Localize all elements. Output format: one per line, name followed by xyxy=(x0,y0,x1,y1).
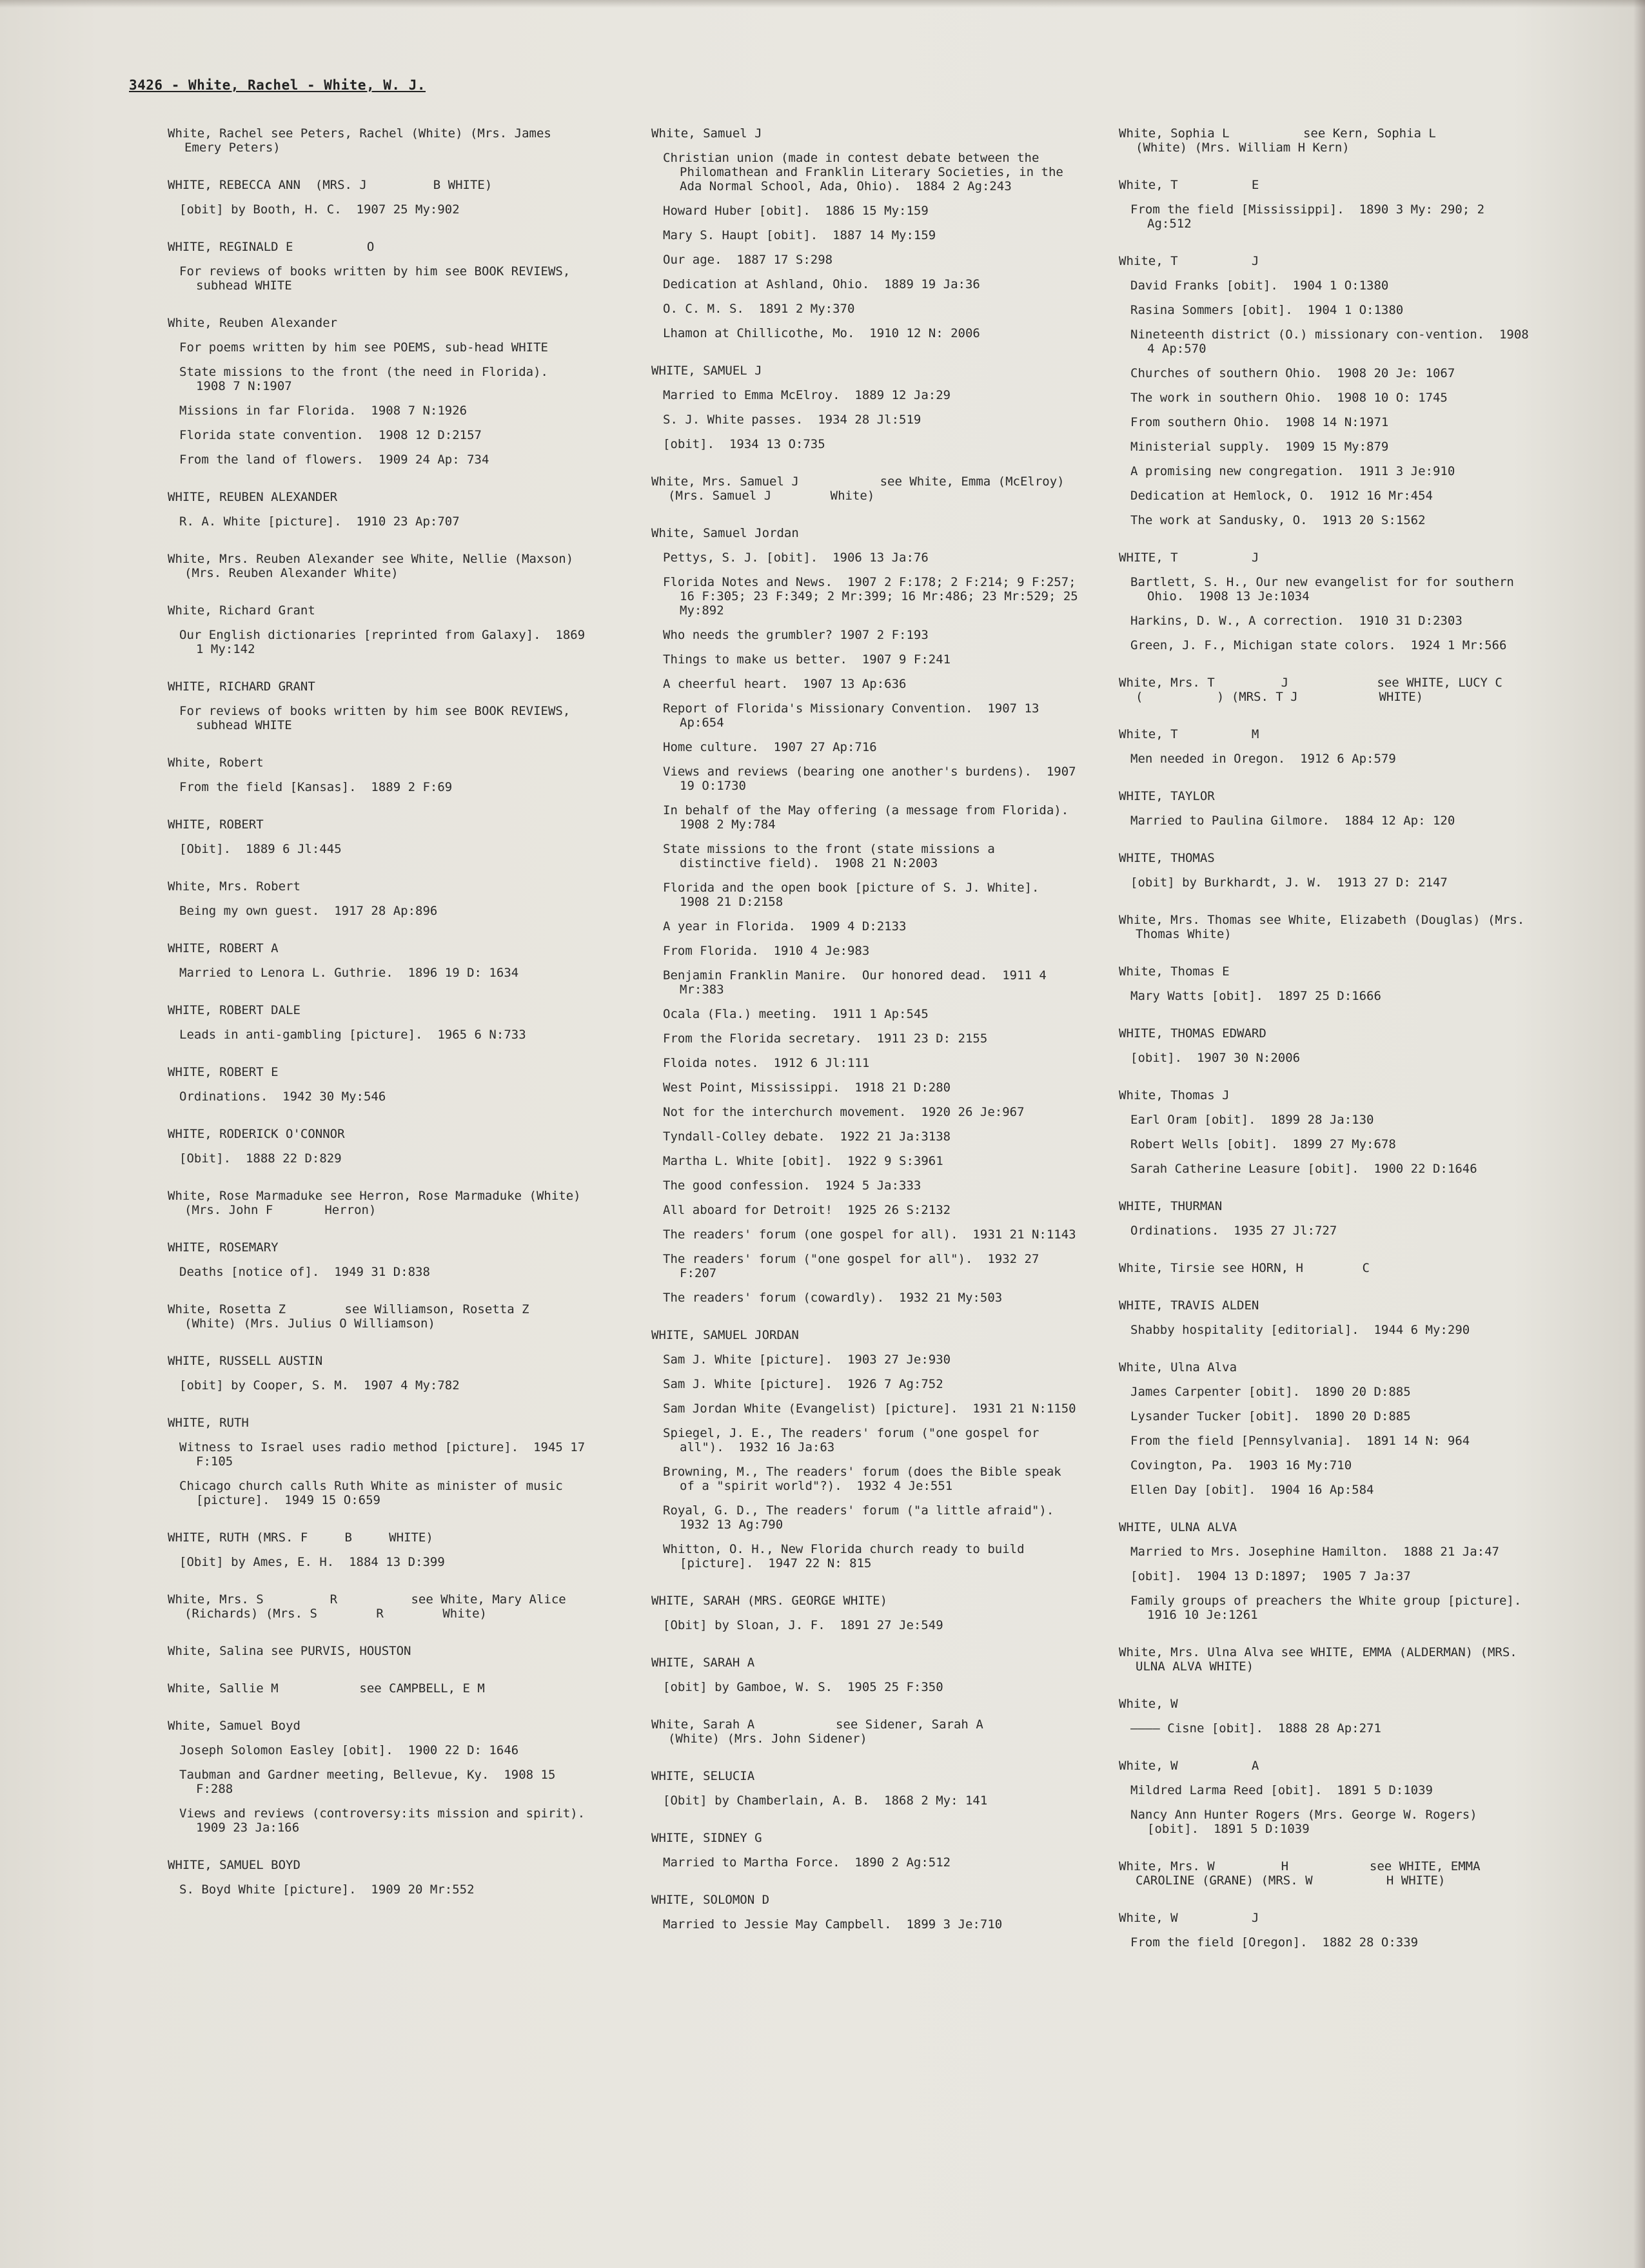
index-entry xyxy=(168,1065,590,1104)
entry-heading: White, Reuben Alexander xyxy=(168,316,338,330)
entry-citation: Report of Florida's Missionary Convention. 1907 13 Ap:654 xyxy=(663,701,1047,730)
index-entry xyxy=(168,1719,600,1835)
entry-citation: Benjamin Franklin Manire. Our honored dead. 1911 4 Mr:383 xyxy=(663,968,1054,997)
entry-citation: Deaths [notice of]. 1949 31 D:838 xyxy=(179,1265,430,1279)
entry-citation: Bartlett, S. H., Our new evangelist for for southern Ohio. 1908 13 Je:1034 xyxy=(1130,575,1522,603)
entry-citation: West Point, Mississippi. 1918 21 D:280 xyxy=(663,1080,951,1095)
entry-citation: Family groups of preachers the White group [picture]. 1916 10 Je:1261 xyxy=(1130,1594,1537,1622)
entry-citation: Royal, G. D., The readers' forum ("a little afraid"). 1932 13 Ag:790 xyxy=(663,1503,1069,1532)
index-entry xyxy=(1119,1026,1535,1065)
entry-citation: Dedication at Hemlock, O. 1912 16 Mr:454 xyxy=(1130,489,1433,503)
entry-citation: Browning, M., The readers' forum (does the Bible speak of a "spirit world"?). 1932 4 Je:551 xyxy=(663,1465,1069,1493)
entry-heading: White, Mrs. Samuel J see White, Emma (McElroy) (Mrs. Samuel J White) xyxy=(651,474,1072,503)
index-entry xyxy=(651,1594,1080,1632)
index-entry xyxy=(1119,1911,1535,1950)
entry-citation: [Obit]. 1889 6 Jl:445 xyxy=(179,842,342,856)
entry-citation: Churches of southern Ohio. 1908 20 Je: 1067 xyxy=(1130,366,1455,380)
entry-citation: [obit] by Gamboe, W. S. 1905 25 F:350 xyxy=(663,1680,943,1694)
entry-heading: White, Thomas E xyxy=(1119,964,1230,979)
entry-citation: Views and reviews (bearing one another's burdens). 1907 19 O:1730 xyxy=(663,765,1084,793)
index-entry xyxy=(168,817,590,856)
entry-citation: Things to make us better. 1907 9 F:241 xyxy=(663,652,951,667)
entry-heading: WHITE, THOMAS EDWARD xyxy=(1119,1026,1266,1041)
index-entry xyxy=(1119,1261,1535,1275)
entry-citation: Dedication at Ashland, Ohio. 1889 19 Ja:36 xyxy=(663,277,980,291)
entry-citation: [obit] by Burkhardt, J. W. 1913 27 D: 2147 xyxy=(1130,875,1448,890)
index-entry xyxy=(168,1189,590,1217)
entry-citation: Ministerial supply. 1909 15 My:879 xyxy=(1130,440,1389,454)
entry-citation: [obit]. 1904 13 D:1897; 1905 7 Ja:37 xyxy=(1130,1569,1411,1583)
entry-citation: The good confession. 1924 5 Ja:333 xyxy=(663,1178,921,1193)
entry-heading: White, W J xyxy=(1119,1911,1259,1925)
entry-heading: WHITE, THURMAN xyxy=(1119,1199,1223,1213)
entry-citation: Mary S. Haupt [obit]. 1887 14 My:159 xyxy=(663,228,936,242)
entry-heading: WHITE, T J xyxy=(1119,551,1259,565)
index-entry xyxy=(168,941,590,980)
entry-heading: WHITE, ROSEMARY xyxy=(168,1240,279,1255)
entry-citation: Nineteenth district (O.) missionary con-vention. 1908 4 Ap:570 xyxy=(1130,327,1537,356)
entry-heading: WHITE, SAMUEL JORDAN xyxy=(651,1328,799,1342)
entry-citation: From Florida. 1910 4 Je:983 xyxy=(663,944,870,958)
entry-heading: WHITE, ROBERT xyxy=(168,817,264,832)
entry-citation: Lysander Tucker [obit]. 1890 20 D:885 xyxy=(1130,1409,1411,1423)
entry-heading: WHITE, REGINALD E O xyxy=(168,240,375,254)
entry-citation: For reviews of books written by him see BOOK REVIEWS, subhead WHITE xyxy=(179,264,578,293)
entry-citation: Married to Emma McElroy. 1889 12 Ja:29 xyxy=(663,388,951,402)
entry-citation: [Obit] by Sloan, J. F. 1891 27 Je:549 xyxy=(663,1618,943,1632)
entry-citation: From the field [Kansas]. 1889 2 F:69 xyxy=(179,780,453,794)
entry-citation: The readers' forum ("one gospel for all"). 1932 27 F:207 xyxy=(663,1252,1047,1280)
entry-citation: For poems written by him see POEMS, sub-head WHITE xyxy=(179,340,548,355)
entry-citation: Nancy Ann Hunter Rogers (Mrs. George W. Rogers) [obit]. 1891 5 D:1039 xyxy=(1130,1808,1485,1836)
entry-citation: From the field [Mississippi]. 1890 3 My: 290; 2 Ag:512 xyxy=(1130,202,1492,231)
entry-citation: Missions in far Florida. 1908 7 N:1926 xyxy=(179,404,468,418)
entry-citation: [Obit] by Chamberlain, A. B. 1868 2 My: 141 xyxy=(663,1794,988,1808)
entry-heading: WHITE, REBECCA ANN (MRS. J B WHITE) xyxy=(168,178,493,192)
entry-heading: WHITE, RICHARD GRANT xyxy=(168,679,315,694)
entry-citation: A year in Florida. 1909 4 D:2133 xyxy=(663,919,907,934)
index-entry xyxy=(168,1530,590,1569)
entry-heading: WHITE, RUSSELL AUSTIN xyxy=(168,1354,323,1368)
entry-citation: The work at Sandusky, O. 1913 20 S:1562 xyxy=(1130,513,1426,527)
index-entry xyxy=(1119,1199,1535,1238)
entry-citation: R. A. White [picture]. 1910 23 Ap:707 xyxy=(179,514,460,529)
index-entry xyxy=(168,316,590,467)
entry-heading: White, Thomas J xyxy=(1119,1088,1230,1102)
index-entry xyxy=(168,879,590,918)
entry-citation: Covington, Pa. 1903 16 My:710 xyxy=(1130,1458,1352,1472)
entry-citation: Sam J. White [picture]. 1926 7 Ag:752 xyxy=(663,1377,943,1391)
entry-citation: In behalf of the May offering (a message from Florida). 1908 2 My:784 xyxy=(663,803,1084,832)
entry-citation: Harkins, D. W., A correction. 1910 31 D:2303 xyxy=(1130,614,1463,628)
entry-citation: [obit]. 1907 30 N:2006 xyxy=(1130,1051,1301,1065)
entry-citation: The work in southern Ohio. 1908 10 O: 1745 xyxy=(1130,391,1448,405)
entry-heading: White, Ulna Alva xyxy=(1119,1360,1237,1374)
entry-citation: Being my own guest. 1917 28 Ap:896 xyxy=(179,904,438,918)
entry-heading: White, Mrs. Reuben Alexander see White, Nellie (Maxson) (Mrs. Reuben Alexander White) xyxy=(168,552,581,580)
entry-citation: S. J. White passes. 1934 28 Jl:519 xyxy=(663,413,921,427)
index-entry xyxy=(168,679,590,732)
entry-heading: WHITE, ROBERT E xyxy=(168,1065,279,1079)
entry-heading: White, T J xyxy=(1119,254,1259,268)
entry-heading: WHITE, RUTH (MRS. F B WHITE) xyxy=(168,1530,433,1545)
index-entry xyxy=(1119,126,1535,155)
entry-heading: White, Salina see PURVIS, HOUSTON xyxy=(168,1644,411,1658)
index-entry xyxy=(1119,1697,1535,1735)
index-entry xyxy=(1119,1645,1535,1674)
entry-heading: WHITE, SARAH A xyxy=(651,1656,755,1670)
entry-citation: For reviews of books written by him see BOOK REVIEWS, subhead WHITE xyxy=(179,704,578,732)
entry-citation: Pettys, S. J. [obit]. 1906 13 Ja:76 xyxy=(663,551,929,565)
entry-citation: Ordinations. 1942 30 My:546 xyxy=(179,1090,386,1104)
entry-citation: Lhamon at Chillicothe, Mo. 1910 12 N: 2006 xyxy=(663,326,980,340)
entry-heading: WHITE, SELUCIA xyxy=(651,1769,755,1783)
entry-citation: Married to Lenora L. Guthrie. 1896 19 D: 1634 xyxy=(179,966,519,980)
index-entry xyxy=(651,526,1086,1305)
index-entry xyxy=(1119,851,1535,890)
index-entry xyxy=(1119,1298,1535,1337)
index-entry xyxy=(651,474,1080,503)
entry-heading: White, Richard Grant xyxy=(168,603,315,618)
entry-citation: Whitton, O. H., New Florida church ready to build [picture]. 1947 22 N: 815 xyxy=(663,1542,1032,1570)
index-entry xyxy=(1119,1360,1535,1497)
entry-citation: Married to Paulina Gilmore. 1884 12 Ap: 120 xyxy=(1130,814,1455,828)
entry-heading: White, Rachel see Peters, Rachel (White) (Mrs. James Emery Peters) xyxy=(168,126,559,155)
index-entry xyxy=(651,1656,1080,1694)
entry-heading: WHITE, ULNA ALVA xyxy=(1119,1520,1237,1534)
index-column-1 xyxy=(168,126,600,1920)
entry-citation: Married to Mrs. Josephine Hamilton. 1888 21 Ja:47 xyxy=(1130,1545,1499,1559)
index-entry xyxy=(1119,254,1535,527)
entry-heading: White, Sarah A see Sidener, Sarah A (White) (Mrs. John Sidener) xyxy=(651,1717,1043,1746)
index-entry xyxy=(1119,178,1535,231)
index-entry xyxy=(168,240,590,293)
entry-citation: State missions to the front (the need in Florida). 1908 7 N:1907 xyxy=(179,365,563,393)
index-entry xyxy=(1119,551,1535,652)
entry-citation: Sam J. White [picture]. 1903 27 Je:930 xyxy=(663,1353,951,1367)
entry-heading: White, Sallie M see CAMPBELL, E M xyxy=(168,1681,485,1696)
entry-heading: White, W A xyxy=(1119,1759,1259,1773)
entry-heading: WHITE, TRAVIS ALDEN xyxy=(1119,1298,1259,1313)
index-entry xyxy=(168,1354,590,1393)
entry-citation: Florida state convention. 1908 12 D:2157 xyxy=(179,428,482,442)
entry-citation: Rasina Sommers [obit]. 1904 1 O:1380 xyxy=(1130,303,1404,317)
index-entry xyxy=(651,1328,1080,1570)
entry-heading: White, Mrs. T J see WHITE, LUCY C ( ) (MRS. T J WHITE) xyxy=(1119,676,1577,704)
entry-citation: Home culture. 1907 27 Ap:716 xyxy=(663,740,877,754)
entry-citation: Sarah Catherine Leasure [obit]. 1900 22 D:1646 xyxy=(1130,1162,1477,1176)
entry-citation: Florida Notes and News. 1907 2 F:178; 2 F:214; 9 F:257; 16 F:305; 23 F:349; 2 Mr:399; 16 Mr:486; 23 Mr:529; 25 My:892 xyxy=(663,575,1086,618)
entry-heading: White, Mrs. S R see White, Mary Alice (Richards) (Mrs. S R White) xyxy=(168,1592,574,1621)
index-entry xyxy=(168,1302,590,1331)
entry-citation: Joseph Solomon Easley [obit]. 1900 22 D: 1646 xyxy=(179,1743,519,1757)
entry-heading: White, Tirsie see HORN, H C xyxy=(1119,1261,1370,1275)
index-column-2 xyxy=(651,126,1086,1955)
entry-citation: Christian union (made in contest debate between the Philomathean and Franklin Literary Societies, in the Ada Normal School, Ada, Ohio). 1884 2 Ag:243 xyxy=(663,151,1071,193)
index-column-3 xyxy=(1119,126,1577,1973)
entry-citation: Green, J. F., Michigan state colors. 1924 1 Mr:566 xyxy=(1130,638,1507,652)
entry-heading: WHITE, SARAH (MRS. GEORGE WHITE) xyxy=(651,1594,888,1608)
entry-citation: From the field [Pennsylvania]. 1891 14 N: 964 xyxy=(1130,1434,1470,1448)
entry-citation: Mary Watts [obit]. 1897 25 D:1666 xyxy=(1130,989,1381,1003)
entry-citation: Leads in anti-gambling [picture]. 1965 6 N:733 xyxy=(179,1028,526,1042)
entry-heading: WHITE, SAMUEL BOYD xyxy=(168,1858,300,1872)
entry-citation: David Franks [obit]. 1904 1 O:1380 xyxy=(1130,279,1389,293)
index-entry xyxy=(168,1127,590,1166)
entry-citation: Martha L. White [obit]. 1922 9 S:3961 xyxy=(663,1154,943,1168)
entry-citation: [Obit]. 1888 22 D:829 xyxy=(179,1151,342,1166)
index-entry xyxy=(651,1893,1080,1931)
entry-citation: From the field [Oregon]. 1882 28 O:339 xyxy=(1130,1935,1419,1950)
entry-citation: Our English dictionaries [reprinted from Galaxy]. 1869 1 My:142 xyxy=(179,628,593,656)
index-entry xyxy=(1119,1520,1535,1622)
index-entry xyxy=(168,178,590,217)
index-entry xyxy=(651,1717,1080,1746)
index-entry xyxy=(168,1592,590,1621)
index-entry xyxy=(1119,964,1535,1003)
entry-citation: The readers' forum (one gospel for all). 1931 21 N:1143 xyxy=(663,1227,1076,1242)
entry-heading: WHITE, THOMAS xyxy=(1119,851,1215,865)
index-entry xyxy=(168,1858,590,1897)
entry-citation: The readers' forum (cowardly). 1932 21 My:503 xyxy=(663,1291,1003,1305)
entry-citation: Shabby hospitality [editorial]. 1944 6 My:290 xyxy=(1130,1323,1470,1337)
entry-citation: Mildred Larma Reed [obit]. 1891 5 D:1039 xyxy=(1130,1783,1433,1797)
entry-citation: ———— Cisne [obit]. 1888 28 Ap:271 xyxy=(1130,1721,1381,1735)
entry-citation: From the land of flowers. 1909 24 Ap: 734 xyxy=(179,453,489,467)
entry-citation: From southern Ohio. 1908 14 N:1971 xyxy=(1130,415,1389,429)
entry-heading: White, Samuel Boyd xyxy=(168,1719,300,1733)
index-entry xyxy=(651,1769,1080,1808)
index-entry xyxy=(1119,727,1535,766)
entry-citation: Who needs the grumbler? 1907 2 F:193 xyxy=(663,628,929,642)
index-entry xyxy=(1119,789,1535,828)
page-right-shadow xyxy=(1633,0,1645,2268)
entry-heading: WHITE, SAMUEL J xyxy=(651,364,762,378)
entry-citation: Ellen Day [obit]. 1904 16 Ap:584 xyxy=(1130,1483,1374,1497)
entry-heading: White, Samuel J xyxy=(651,126,762,141)
entry-citation: Floida notes. 1912 6 Jl:111 xyxy=(663,1056,870,1070)
entry-heading: WHITE, REUBEN ALEXANDER xyxy=(168,490,338,504)
entry-citation: Howard Huber [obit]. 1886 15 My:159 xyxy=(663,204,929,218)
index-entry xyxy=(168,1240,590,1279)
entry-heading: WHITE, TAYLOR xyxy=(1119,789,1215,803)
entry-citation: Not for the interchurch movement. 1920 26 Je:967 xyxy=(663,1105,1025,1119)
entry-citation: [Obit] by Ames, E. H. 1884 13 D:399 xyxy=(179,1555,445,1569)
entry-citation: All aboard for Detroit! 1925 26 S:2132 xyxy=(663,1203,951,1217)
entry-heading: WHITE, RUTH xyxy=(168,1416,249,1430)
index-entry xyxy=(168,1416,593,1507)
index-entry xyxy=(168,126,590,155)
entry-citation: Men needed in Oregon. 1912 6 Ap:579 xyxy=(1130,752,1396,766)
index-entry xyxy=(651,126,1080,340)
entry-heading: White, Sophia L see Kern, Sophia L (White) (Mrs. William H Kern) xyxy=(1119,126,1495,155)
entry-citation: Robert Wells [obit]. 1899 27 My:678 xyxy=(1130,1137,1396,1151)
entry-heading: White, Rose Marmaduke see Herron, Rose Marmaduke (White) (Mrs. John F Herron) xyxy=(168,1189,589,1217)
entry-citation: A promising new congregation. 1911 3 Je:910 xyxy=(1130,464,1455,478)
page-header: 3426 - White, Rachel - White, W. J. xyxy=(129,77,426,93)
index-entry xyxy=(1119,1759,1535,1836)
index-entry xyxy=(1119,676,1577,704)
entry-citation: Earl Oram [obit]. 1899 28 Ja:130 xyxy=(1130,1113,1374,1127)
entry-heading: WHITE, RODERICK O'CONNOR xyxy=(168,1127,345,1141)
entry-heading: White, T E xyxy=(1119,178,1259,192)
entry-heading: White, Mrs. Thomas see White, Elizabeth (Douglas) (Mrs. Thomas White) xyxy=(1119,913,1532,941)
entry-citation: State missions to the front (state missions a distinctive field). 1908 21 N:2003 xyxy=(663,842,1003,870)
index-entry xyxy=(168,1003,590,1042)
entry-citation: Married to Jessie May Campbell. 1899 3 Je:710 xyxy=(663,1917,1003,1931)
entry-citation: Sam Jordan White (Evangelist) [picture]. 1931 21 N:1150 xyxy=(663,1402,1076,1416)
index-entry xyxy=(1119,1859,1535,1888)
entry-heading: WHITE, ROBERT A xyxy=(168,941,279,955)
entry-citation: Views and reviews (controversy:its mission and spirit). 1909 23 Ja:166 xyxy=(179,1806,600,1835)
entry-heading: White, Mrs. Ulna Alva see WHITE, EMMA (ALDERMAN) (MRS. ULNA ALVA WHITE) xyxy=(1119,1645,1525,1674)
index-entry xyxy=(168,1681,590,1696)
entry-heading: White, Samuel Jordan xyxy=(651,526,799,540)
entry-citation: James Carpenter [obit]. 1890 20 D:885 xyxy=(1130,1385,1411,1399)
index-entry xyxy=(168,756,590,794)
entry-citation: Spiegel, J. E., The readers' forum ("one gospel for all"). 1932 16 Ja:63 xyxy=(663,1426,1047,1454)
page-top-edge xyxy=(0,0,1645,8)
entry-citation: Tyndall-Colley debate. 1922 21 Ja:3138 xyxy=(663,1129,951,1144)
entry-heading: White, Robert xyxy=(168,756,264,770)
entry-citation: Married to Martha Force. 1890 2 Ag:512 xyxy=(663,1855,951,1870)
entry-citation: Witness to Israel uses radio method [picture]. 1945 17 F:105 xyxy=(179,1440,593,1469)
index-entry xyxy=(1119,913,1535,941)
entry-citation: A cheerful heart. 1907 13 Ap:636 xyxy=(663,677,907,691)
index-entry xyxy=(168,552,590,580)
entry-citation: [obit] by Booth, H. C. 1907 25 My:902 xyxy=(179,202,460,217)
index-entry xyxy=(1119,1088,1535,1176)
entry-citation: O. C. M. S. 1891 2 My:370 xyxy=(663,302,855,316)
entry-heading: WHITE, SIDNEY G xyxy=(651,1831,762,1845)
entry-citation: [obit] by Cooper, S. M. 1907 4 My:782 xyxy=(179,1378,460,1393)
entry-heading: WHITE, SOLOMON D xyxy=(651,1893,770,1907)
entry-heading: WHITE, ROBERT DALE xyxy=(168,1003,300,1017)
index-entry xyxy=(168,603,593,656)
entry-heading: White, Mrs. W H see WHITE, EMMA CAROLINE (GRANE) (MRS. W H WHITE) xyxy=(1119,1859,1488,1888)
index-entry xyxy=(168,490,590,529)
entry-heading: White, W xyxy=(1119,1697,1178,1711)
entry-citation: [obit]. 1934 13 O:735 xyxy=(663,437,825,451)
entry-heading: White, Rosetta Z see Williamson, Rosetta Z (White) (Mrs. Julius O Williamson) xyxy=(168,1302,589,1331)
entry-citation: From the Florida secretary. 1911 23 D: 2155 xyxy=(663,1031,988,1046)
entry-citation: Chicago church calls Ruth White as minister of music [picture]. 1949 15 O:659 xyxy=(179,1479,571,1507)
entry-citation: Ocala (Fla.) meeting. 1911 1 Ap:545 xyxy=(663,1007,929,1021)
entry-citation: Ordinations. 1935 27 Jl:727 xyxy=(1130,1224,1337,1238)
entry-heading: White, T M xyxy=(1119,727,1259,741)
index-entry xyxy=(651,364,1080,451)
entry-citation: Florida and the open book [picture of S. J. White]. 1908 21 D:2158 xyxy=(663,881,1054,909)
index-entry xyxy=(168,1644,590,1658)
entry-heading: White, Mrs. Robert xyxy=(168,879,300,894)
entry-citation: Our age. 1887 17 S:298 xyxy=(663,253,833,267)
entry-citation: Taubman and Gardner meeting, Bellevue, Ky. 1908 15 F:288 xyxy=(179,1768,563,1796)
entry-citation: S. Boyd White [picture]. 1909 20 Mr:552 xyxy=(179,1882,475,1897)
index-entry xyxy=(651,1831,1080,1870)
